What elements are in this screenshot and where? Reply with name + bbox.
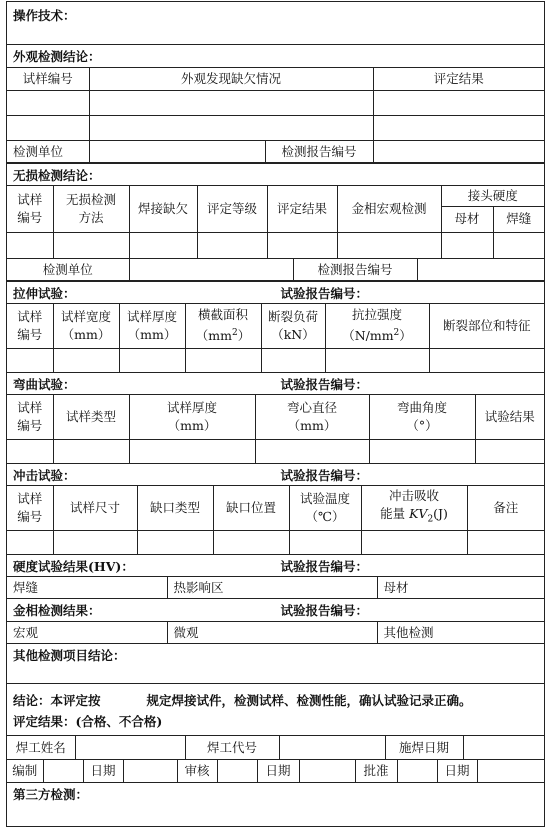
signoff-section	[7, 760, 544, 783]
bend-col-result: 试验结果	[475, 395, 544, 439]
tensile-col-strength-name: 抗拉强度	[351, 307, 402, 323]
table-cell[interactable]	[53, 530, 137, 554]
hardness-base-metal: 母材	[377, 577, 544, 598]
table-cell[interactable]	[89, 90, 373, 115]
tensile-col-strength	[325, 304, 429, 348]
ndt-title: 无损检测结论：	[13, 167, 101, 183]
welder-name-label: 焊工姓名	[7, 736, 75, 759]
impact-title: 冲击试验：	[13, 467, 76, 483]
bend-col-specimen-text: 试样编号	[17, 399, 43, 433]
unit-pre: （mm	[195, 328, 232, 344]
unit-sup: 2	[231, 328, 238, 339]
ndt-col-weld: 焊缝	[493, 206, 544, 232]
bend-col-mandrel-name: 弯心直径	[286, 399, 337, 415]
table-cell[interactable]	[129, 439, 255, 463]
ndt-col-grade: 评定等级	[197, 186, 267, 232]
tensile-col-area-unit	[189, 324, 258, 345]
bend-col-type: 试样类型	[53, 395, 129, 439]
evaluation-result-line	[7, 710, 544, 731]
impact-col-energy-line2	[365, 505, 464, 529]
col-header-visual-defects: 外观发现缺欠情况	[89, 68, 373, 90]
table-cell[interactable]	[7, 439, 53, 463]
ndt-col-result: 评定结果	[267, 186, 337, 232]
ndt-report-no-value[interactable]	[417, 259, 544, 281]
impact-col-specimen-text: 试样编号	[17, 490, 43, 524]
tensile-report-label: 试验报告编号：	[280, 285, 368, 301]
bending-title: 弯曲试验：	[13, 376, 76, 392]
table-cell[interactable]	[261, 348, 325, 372]
approved-by-label: 批准	[355, 760, 397, 782]
table-cell[interactable]	[119, 348, 185, 372]
impact-report-label: 试验报告编号：	[280, 467, 368, 483]
table-cell[interactable]	[429, 348, 544, 372]
table-cell[interactable]	[213, 530, 289, 554]
other-tests-section	[7, 644, 544, 684]
table-cell[interactable]	[289, 530, 361, 554]
operation-tech-label: 操作技术：	[13, 7, 76, 23]
compiled-by-label: 编制	[7, 760, 43, 782]
tensile-section	[7, 282, 544, 373]
compile-date-label: 日期	[83, 760, 123, 782]
approve-date-label: 日期	[437, 760, 477, 782]
tensile-col-width	[53, 304, 119, 348]
table-cell[interactable]	[129, 232, 197, 258]
table-cell[interactable]	[255, 439, 369, 463]
bend-col-specimen	[7, 395, 53, 439]
table-cell[interactable]	[325, 348, 429, 372]
conclusion-prefix: 结论：本评定按	[13, 692, 101, 708]
ndt-col-macro: 金相宏观检测	[337, 186, 441, 232]
table-cell[interactable]	[53, 232, 129, 258]
impact-col-energy-line1: 冲击吸收	[388, 488, 439, 503]
impact-table	[7, 486, 544, 554]
impact-col-temperature-name: 试验温度	[299, 490, 350, 506]
table-cell[interactable]	[7, 115, 89, 140]
approve-date-value[interactable]	[477, 760, 544, 782]
table-cell[interactable]	[369, 439, 475, 463]
reviewed-by-value[interactable]	[217, 760, 257, 782]
table-cell[interactable]	[7, 348, 53, 372]
ndt-col-base-metal: 母材	[441, 206, 493, 232]
metallo-other: 其他检测	[377, 622, 544, 643]
hardness-section	[7, 555, 544, 599]
welder-code-value[interactable]	[279, 736, 385, 759]
col-header-evaluation-result: 评定结果	[373, 68, 544, 90]
welder-code-label: 焊工代号	[185, 736, 279, 759]
energy-symbol: KV	[409, 506, 428, 521]
unit-post: ）	[399, 328, 412, 344]
welding-date-value[interactable]	[463, 736, 544, 759]
table-cell[interactable]	[185, 348, 261, 372]
table-cell[interactable]	[53, 439, 129, 463]
approved-by-value[interactable]	[397, 760, 437, 782]
table-cell[interactable]	[373, 115, 544, 140]
visual-inspection-title: 外观检测结论：	[13, 49, 101, 64]
tensile-title: 拉伸试验：	[13, 285, 76, 301]
tensile-col-area-name: 横截面积	[197, 307, 248, 323]
visual-footer-table	[7, 140, 544, 163]
ndt-col-specimen-text: 试样编号	[17, 191, 43, 225]
weld-test-report-form	[6, 1, 545, 827]
tensile-col-width-name: 试样宽度	[60, 308, 111, 324]
tensile-col-strength-unit	[329, 324, 426, 345]
metallographic-table	[7, 622, 544, 643]
visual-inspection-section	[7, 45, 544, 164]
welder-section	[7, 736, 544, 760]
table-cell[interactable]	[467, 530, 544, 554]
hardness-title: 硬度试验结果(HV)：	[13, 558, 134, 574]
unit-pre: （N/mm	[342, 328, 394, 344]
energy-subscript: 2	[427, 514, 434, 525]
hardness-haz: 热影响区	[167, 577, 377, 598]
ndt-col-specimen	[7, 186, 53, 232]
impact-col-energy	[361, 486, 467, 530]
impact-col-remarks: 备注	[467, 486, 544, 530]
ndt-col-joint-hardness: 接头硬度	[441, 186, 544, 206]
conclusion-section	[7, 684, 544, 736]
conclusion-suffix: 规定焊接试件，检测试样、检测性能，确认试验记录正确。	[146, 692, 472, 708]
ndt-footer-table	[7, 258, 544, 281]
conclusion-line	[7, 689, 544, 710]
visual-inspection-table	[7, 68, 544, 140]
metallo-macro: 宏观	[7, 622, 167, 643]
tensile-col-fracture: 断裂部位和特征	[429, 304, 544, 348]
metallographic-title: 金相检测结果：	[13, 603, 101, 618]
metallo-micro: 微观	[167, 622, 377, 643]
inspection-unit-label: 检测单位	[7, 141, 89, 163]
other-tests-title: 其他检测项目结论：	[13, 648, 126, 663]
review-date-label: 日期	[257, 760, 299, 782]
inspection-report-no-value[interactable]	[373, 141, 544, 163]
compile-date-value[interactable]	[123, 760, 177, 782]
operation-tech-section	[7, 2, 544, 45]
table-cell[interactable]	[197, 232, 267, 258]
table-cell[interactable]	[373, 90, 544, 115]
table-cell[interactable]	[493, 232, 544, 258]
impact-col-size: 试样尺寸	[53, 486, 137, 530]
tensile-col-area	[185, 304, 261, 348]
tensile-col-thickness-name: 试样厚度	[126, 308, 177, 324]
tensile-col-specimen-text: 试样编号	[17, 308, 43, 342]
ndt-col-defect: 焊接缺欠	[129, 186, 197, 232]
inspection-report-no-label: 检测报告编号	[265, 141, 373, 163]
reviewed-by-label: 审核	[177, 760, 217, 782]
table-cell[interactable]	[361, 530, 467, 554]
ndt-table	[7, 186, 544, 258]
tensile-col-load	[261, 304, 325, 348]
bend-col-mandrel	[255, 395, 369, 439]
tensile-col-load-name: 断裂负荷	[267, 308, 318, 324]
ndt-col-method-text: 无损检测方法	[65, 191, 116, 225]
welder-name-value[interactable]	[75, 736, 185, 759]
bend-col-angle-unit: （°）	[406, 417, 438, 433]
bending-table	[7, 395, 544, 463]
ndt-section	[7, 164, 544, 282]
metallographic-report-label: 试验报告编号：	[280, 603, 368, 618]
impact-col-specimen	[7, 486, 53, 530]
ndt-col-method	[53, 186, 129, 232]
tensile-col-load-unit: （kN）	[271, 326, 315, 342]
welder-table	[7, 736, 544, 759]
evaluation-result-label: 评定结果：(合格、不合格)	[13, 713, 163, 729]
bend-col-thickness	[129, 395, 255, 439]
table-cell[interactable]	[267, 232, 337, 258]
ndt-report-no-label: 检测报告编号	[293, 259, 417, 281]
tensile-col-thickness	[119, 304, 185, 348]
impact-col-temperature-unit: （℃）	[305, 508, 345, 524]
inspection-unit-value[interactable]	[89, 141, 265, 163]
bending-section	[7, 373, 544, 464]
energy-word: 能量	[380, 506, 406, 521]
table-cell[interactable]	[137, 530, 213, 554]
hardness-table	[7, 577, 544, 598]
impact-col-temperature	[289, 486, 361, 530]
ndt-unit-value[interactable]	[129, 259, 293, 281]
col-header-specimen-no: 试样编号	[7, 68, 89, 90]
tensile-col-thickness-unit: （mm）	[127, 326, 177, 342]
hardness-report-label: 试验报告编号：	[280, 558, 368, 574]
bend-col-mandrel-unit: （mm）	[287, 417, 337, 433]
bend-col-thickness-name: 试样厚度	[166, 399, 217, 415]
review-date-value[interactable]	[299, 760, 355, 782]
unit-post: ）	[237, 328, 251, 344]
unit-sup: 2	[393, 328, 400, 339]
table-cell[interactable]	[337, 232, 441, 258]
energy-unit: (J)	[433, 506, 448, 521]
table-cell[interactable]	[7, 232, 53, 258]
tensile-col-width-unit: （mm）	[61, 326, 111, 342]
bending-report-label: 试验报告编号：	[280, 376, 368, 392]
bend-col-angle-name: 弯曲角度	[396, 399, 447, 415]
impact-col-notch-type: 缺口类型	[137, 486, 213, 530]
table-cell[interactable]	[7, 90, 89, 115]
metallographic-section	[7, 599, 544, 644]
tensile-col-specimen	[7, 304, 53, 348]
third-party-section	[7, 783, 544, 826]
impact-col-notch-position: 缺口位置	[213, 486, 289, 530]
third-party-label: 第三方检测：	[13, 787, 89, 802]
welding-date-label: 施焊日期	[385, 736, 463, 759]
table-cell[interactable]	[441, 232, 493, 258]
signoff-table	[7, 760, 544, 782]
impact-section	[7, 464, 544, 555]
tensile-table	[7, 304, 544, 372]
ndt-unit-label: 检测单位	[7, 259, 129, 281]
hardness-weld: 焊缝	[7, 577, 167, 598]
bend-col-angle	[369, 395, 475, 439]
table-cell[interactable]	[475, 439, 544, 463]
compiled-by-value[interactable]	[43, 760, 83, 782]
table-cell[interactable]	[89, 115, 373, 140]
table-cell[interactable]	[7, 530, 53, 554]
bend-col-thickness-unit: （mm）	[167, 417, 217, 433]
table-cell[interactable]	[53, 348, 119, 372]
